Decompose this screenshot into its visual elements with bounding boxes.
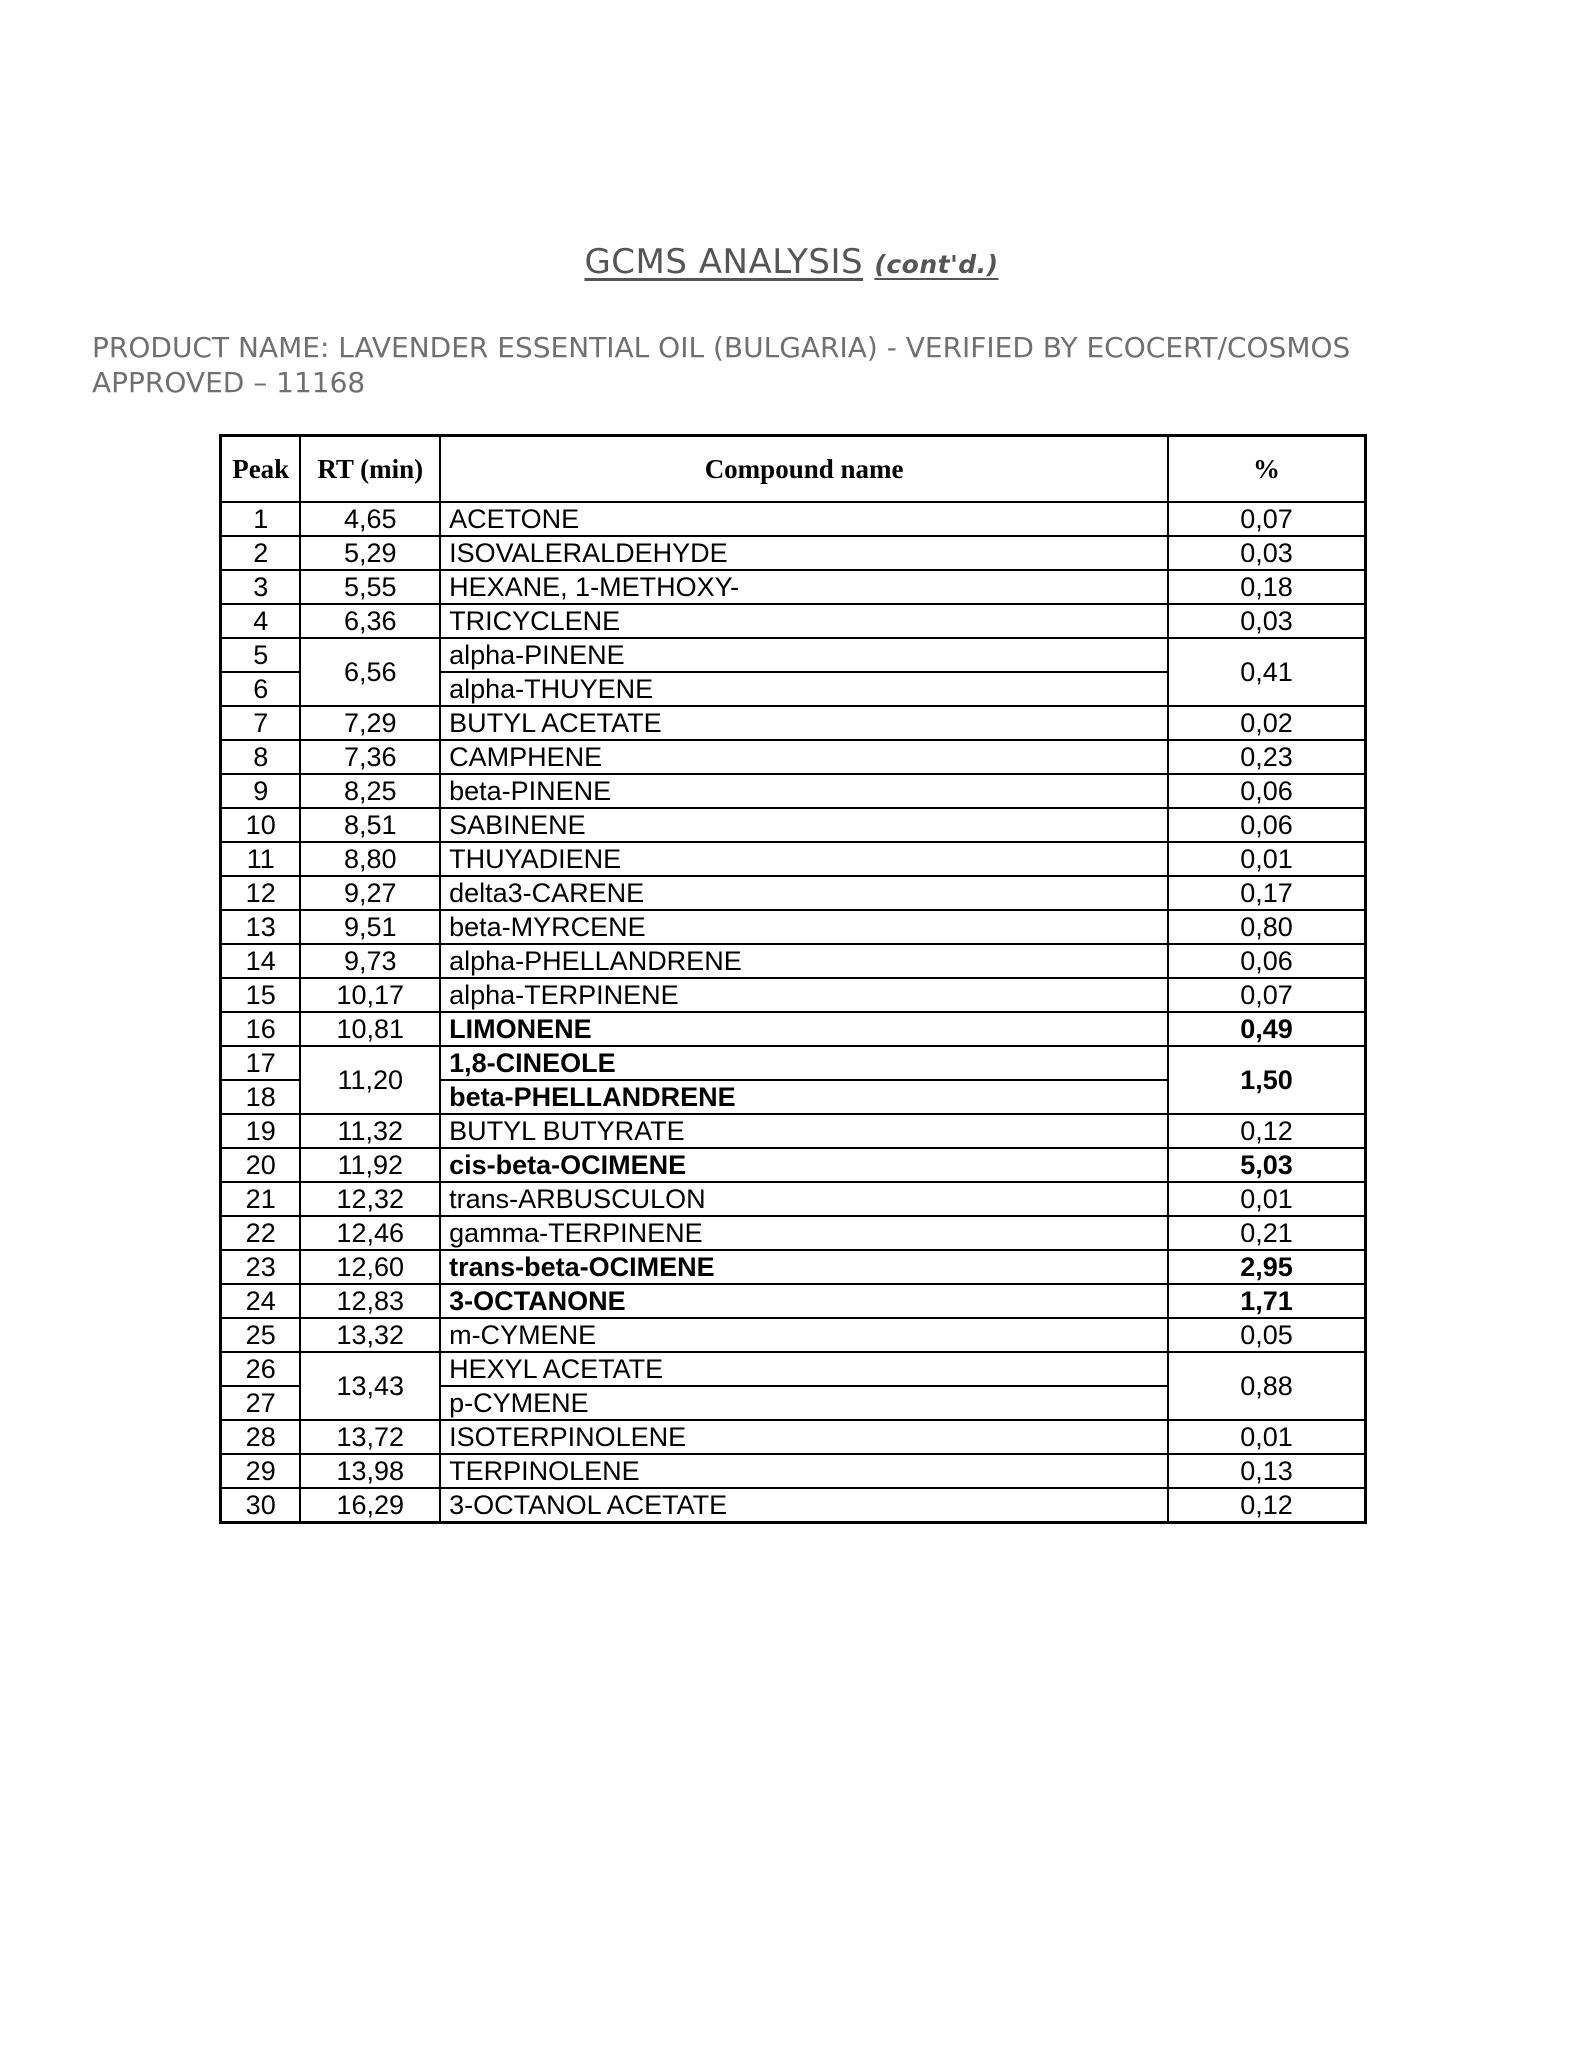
percent-cell: 0,41 xyxy=(1168,638,1365,706)
peak-cell: 7 xyxy=(221,706,301,740)
percent-cell: 0,49 xyxy=(1168,1012,1365,1046)
table-header-row xyxy=(221,436,1366,503)
peak-cell: 29 xyxy=(221,1454,301,1488)
compound-cell: alpha-THUYENE xyxy=(440,672,1168,706)
table-row xyxy=(221,842,1366,876)
peak-cell: 1 xyxy=(221,502,301,536)
percent-cell: 0,12 xyxy=(1168,1488,1365,1523)
rt-cell: 8,80 xyxy=(300,842,440,876)
peak-cell: 13 xyxy=(221,910,301,944)
peak-cell: 18 xyxy=(221,1080,301,1114)
rt-cell: 7,36 xyxy=(300,740,440,774)
compound-cell: cis-beta-OCIMENE xyxy=(440,1148,1168,1182)
compound-cell: beta-MYRCENE xyxy=(440,910,1168,944)
table-row xyxy=(221,876,1366,910)
peak-cell: 2 xyxy=(221,536,301,570)
rt-cell: 13,72 xyxy=(300,1420,440,1454)
rt-cell: 6,56 xyxy=(300,638,440,706)
rt-cell: 8,25 xyxy=(300,774,440,808)
percent-cell: 0,23 xyxy=(1168,740,1365,774)
peak-cell: 14 xyxy=(221,944,301,978)
peak-cell: 20 xyxy=(221,1148,301,1182)
rt-cell: 11,20 xyxy=(300,1046,440,1114)
compound-cell: ISOTERPINOLENE xyxy=(440,1420,1168,1454)
peak-cell: 19 xyxy=(221,1114,301,1148)
rt-cell: 13,98 xyxy=(300,1454,440,1488)
table-row xyxy=(221,1352,1366,1386)
percent-cell: 1,50 xyxy=(1168,1046,1365,1114)
percent-cell: 0,88 xyxy=(1168,1352,1365,1420)
percent-cell: 0,18 xyxy=(1168,570,1365,604)
rt-cell: 16,29 xyxy=(300,1488,440,1523)
peak-cell: 11 xyxy=(221,842,301,876)
rt-cell: 8,51 xyxy=(300,808,440,842)
table-row xyxy=(221,1012,1366,1046)
compound-cell: alpha-PINENE xyxy=(440,638,1168,672)
percent-cell: 0,06 xyxy=(1168,774,1365,808)
peak-cell: 16 xyxy=(221,1012,301,1046)
rt-cell: 10,17 xyxy=(300,978,440,1012)
percent-cell: 0,01 xyxy=(1168,1182,1365,1216)
compound-cell: beta-PINENE xyxy=(440,774,1168,808)
header-peak: Peak xyxy=(221,436,301,503)
percent-cell: 0,06 xyxy=(1168,808,1365,842)
gcms-table xyxy=(219,434,1367,1524)
table-row xyxy=(221,1318,1366,1352)
percent-cell: 0,03 xyxy=(1168,604,1365,638)
rt-cell: 12,60 xyxy=(300,1250,440,1284)
table-row xyxy=(221,1182,1366,1216)
percent-cell: 1,71 xyxy=(1168,1284,1365,1318)
table-row xyxy=(221,1046,1366,1080)
table-row xyxy=(221,740,1366,774)
table-row xyxy=(221,910,1366,944)
table-row xyxy=(221,1250,1366,1284)
compound-cell: gamma-TERPINENE xyxy=(440,1216,1168,1250)
peak-cell: 25 xyxy=(221,1318,301,1352)
compound-cell: HEXYL ACETATE xyxy=(440,1352,1168,1386)
peak-cell: 28 xyxy=(221,1420,301,1454)
table-row xyxy=(221,1488,1366,1523)
table-row xyxy=(221,638,1366,672)
peak-cell: 15 xyxy=(221,978,301,1012)
table-row xyxy=(221,774,1366,808)
product-line-2: APPROVED – 11168 xyxy=(92,366,366,399)
rt-cell: 7,29 xyxy=(300,706,440,740)
peak-cell: 9 xyxy=(221,774,301,808)
peak-cell: 8 xyxy=(221,740,301,774)
header-rt: RT (min) xyxy=(300,436,440,503)
peak-cell: 23 xyxy=(221,1250,301,1284)
peak-cell: 12 xyxy=(221,876,301,910)
percent-cell: 0,06 xyxy=(1168,944,1365,978)
rt-cell: 11,92 xyxy=(300,1148,440,1182)
table-body xyxy=(221,502,1366,1523)
product-name xyxy=(92,330,1512,400)
table-row xyxy=(221,1420,1366,1454)
compound-cell: 3-OCTANONE xyxy=(440,1284,1168,1318)
table-row xyxy=(221,536,1366,570)
compound-cell: m-CYMENE xyxy=(440,1318,1168,1352)
peak-cell: 30 xyxy=(221,1488,301,1523)
compound-cell: p-CYMENE xyxy=(440,1386,1168,1420)
compound-cell: TERPINOLENE xyxy=(440,1454,1168,1488)
peak-cell: 22 xyxy=(221,1216,301,1250)
rt-cell: 6,36 xyxy=(300,604,440,638)
rt-cell: 12,46 xyxy=(300,1216,440,1250)
table-row xyxy=(221,1216,1366,1250)
percent-cell: 0,01 xyxy=(1168,1420,1365,1454)
rt-cell: 9,27 xyxy=(300,876,440,910)
rt-cell: 5,55 xyxy=(300,570,440,604)
peak-cell: 4 xyxy=(221,604,301,638)
peak-cell: 10 xyxy=(221,808,301,842)
rt-cell: 12,83 xyxy=(300,1284,440,1318)
product-line-1: PRODUCT NAME: LAVENDER ESSENTIAL OIL (BULGARIA) - VERIFIED BY ECOCERT/COSMOS xyxy=(92,331,1351,364)
compound-cell: 3-OCTANOL ACETATE xyxy=(440,1488,1168,1523)
rt-cell: 4,65 xyxy=(300,502,440,536)
header-percent: % xyxy=(1168,436,1365,503)
compound-cell: delta3-CARENE xyxy=(440,876,1168,910)
percent-cell: 0,01 xyxy=(1168,842,1365,876)
table-row xyxy=(221,502,1366,536)
peak-cell: 26 xyxy=(221,1352,301,1386)
title-text: GCMS ANALYSIS xyxy=(584,242,864,282)
compound-cell: TRICYCLENE xyxy=(440,604,1168,638)
percent-cell: 0,17 xyxy=(1168,876,1365,910)
rt-cell: 5,29 xyxy=(300,536,440,570)
compound-cell: SABINENE xyxy=(440,808,1168,842)
rt-cell: 13,32 xyxy=(300,1318,440,1352)
percent-cell: 0,03 xyxy=(1168,536,1365,570)
rt-cell: 13,43 xyxy=(300,1352,440,1420)
peak-cell: 5 xyxy=(221,638,301,672)
compound-cell: trans-beta-OCIMENE xyxy=(440,1250,1168,1284)
table-row xyxy=(221,944,1366,978)
percent-cell: 0,13 xyxy=(1168,1454,1365,1488)
percent-cell: 0,07 xyxy=(1168,978,1365,1012)
table-row xyxy=(221,808,1366,842)
table-row xyxy=(221,1454,1366,1488)
percent-cell: 0,12 xyxy=(1168,1114,1365,1148)
peak-cell: 24 xyxy=(221,1284,301,1318)
peak-cell: 17 xyxy=(221,1046,301,1080)
rt-cell: 9,73 xyxy=(300,944,440,978)
rt-cell: 10,81 xyxy=(300,1012,440,1046)
table-row xyxy=(221,1284,1366,1318)
peak-cell: 27 xyxy=(221,1386,301,1420)
percent-cell: 0,05 xyxy=(1168,1318,1365,1352)
peak-cell: 6 xyxy=(221,672,301,706)
compound-cell: CAMPHENE xyxy=(440,740,1168,774)
compound-cell: BUTYL ACETATE xyxy=(440,706,1168,740)
header-compound: Compound name xyxy=(440,436,1168,503)
peak-cell: 21 xyxy=(221,1182,301,1216)
compound-cell: THUYADIENE xyxy=(440,842,1168,876)
table-row xyxy=(221,570,1366,604)
compound-cell: ISOVALERALDEHYDE xyxy=(440,536,1168,570)
percent-cell: 0,80 xyxy=(1168,910,1365,944)
table-row xyxy=(221,604,1366,638)
table-row xyxy=(221,978,1366,1012)
percent-cell: 0,21 xyxy=(1168,1216,1365,1250)
compound-cell: trans-ARBUSCULON xyxy=(440,1182,1168,1216)
compound-cell: HEXANE, 1-METHOXY- xyxy=(440,570,1168,604)
compound-cell: 1,8-CINEOLE xyxy=(440,1046,1168,1080)
compound-cell: beta-PHELLANDRENE xyxy=(440,1080,1168,1114)
peak-cell: 3 xyxy=(221,570,301,604)
compound-cell: alpha-PHELLANDRENE xyxy=(440,944,1168,978)
table-row xyxy=(221,706,1366,740)
percent-cell: 2,95 xyxy=(1168,1250,1365,1284)
percent-cell: 0,02 xyxy=(1168,706,1365,740)
table-row xyxy=(221,1148,1366,1182)
table-row xyxy=(221,1114,1366,1148)
compound-cell: ACETONE xyxy=(440,502,1168,536)
rt-cell: 11,32 xyxy=(300,1114,440,1148)
rt-cell: 12,32 xyxy=(300,1182,440,1216)
compound-cell: LIMONENE xyxy=(440,1012,1168,1046)
compound-cell: BUTYL BUTYRATE xyxy=(440,1114,1168,1148)
title-suffix: (cont'd.) xyxy=(874,250,999,279)
percent-cell: 0,07 xyxy=(1168,502,1365,536)
percent-cell: 5,03 xyxy=(1168,1148,1365,1182)
rt-cell: 9,51 xyxy=(300,910,440,944)
compound-cell: alpha-TERPINENE xyxy=(440,978,1168,1012)
page-title xyxy=(0,242,1583,282)
